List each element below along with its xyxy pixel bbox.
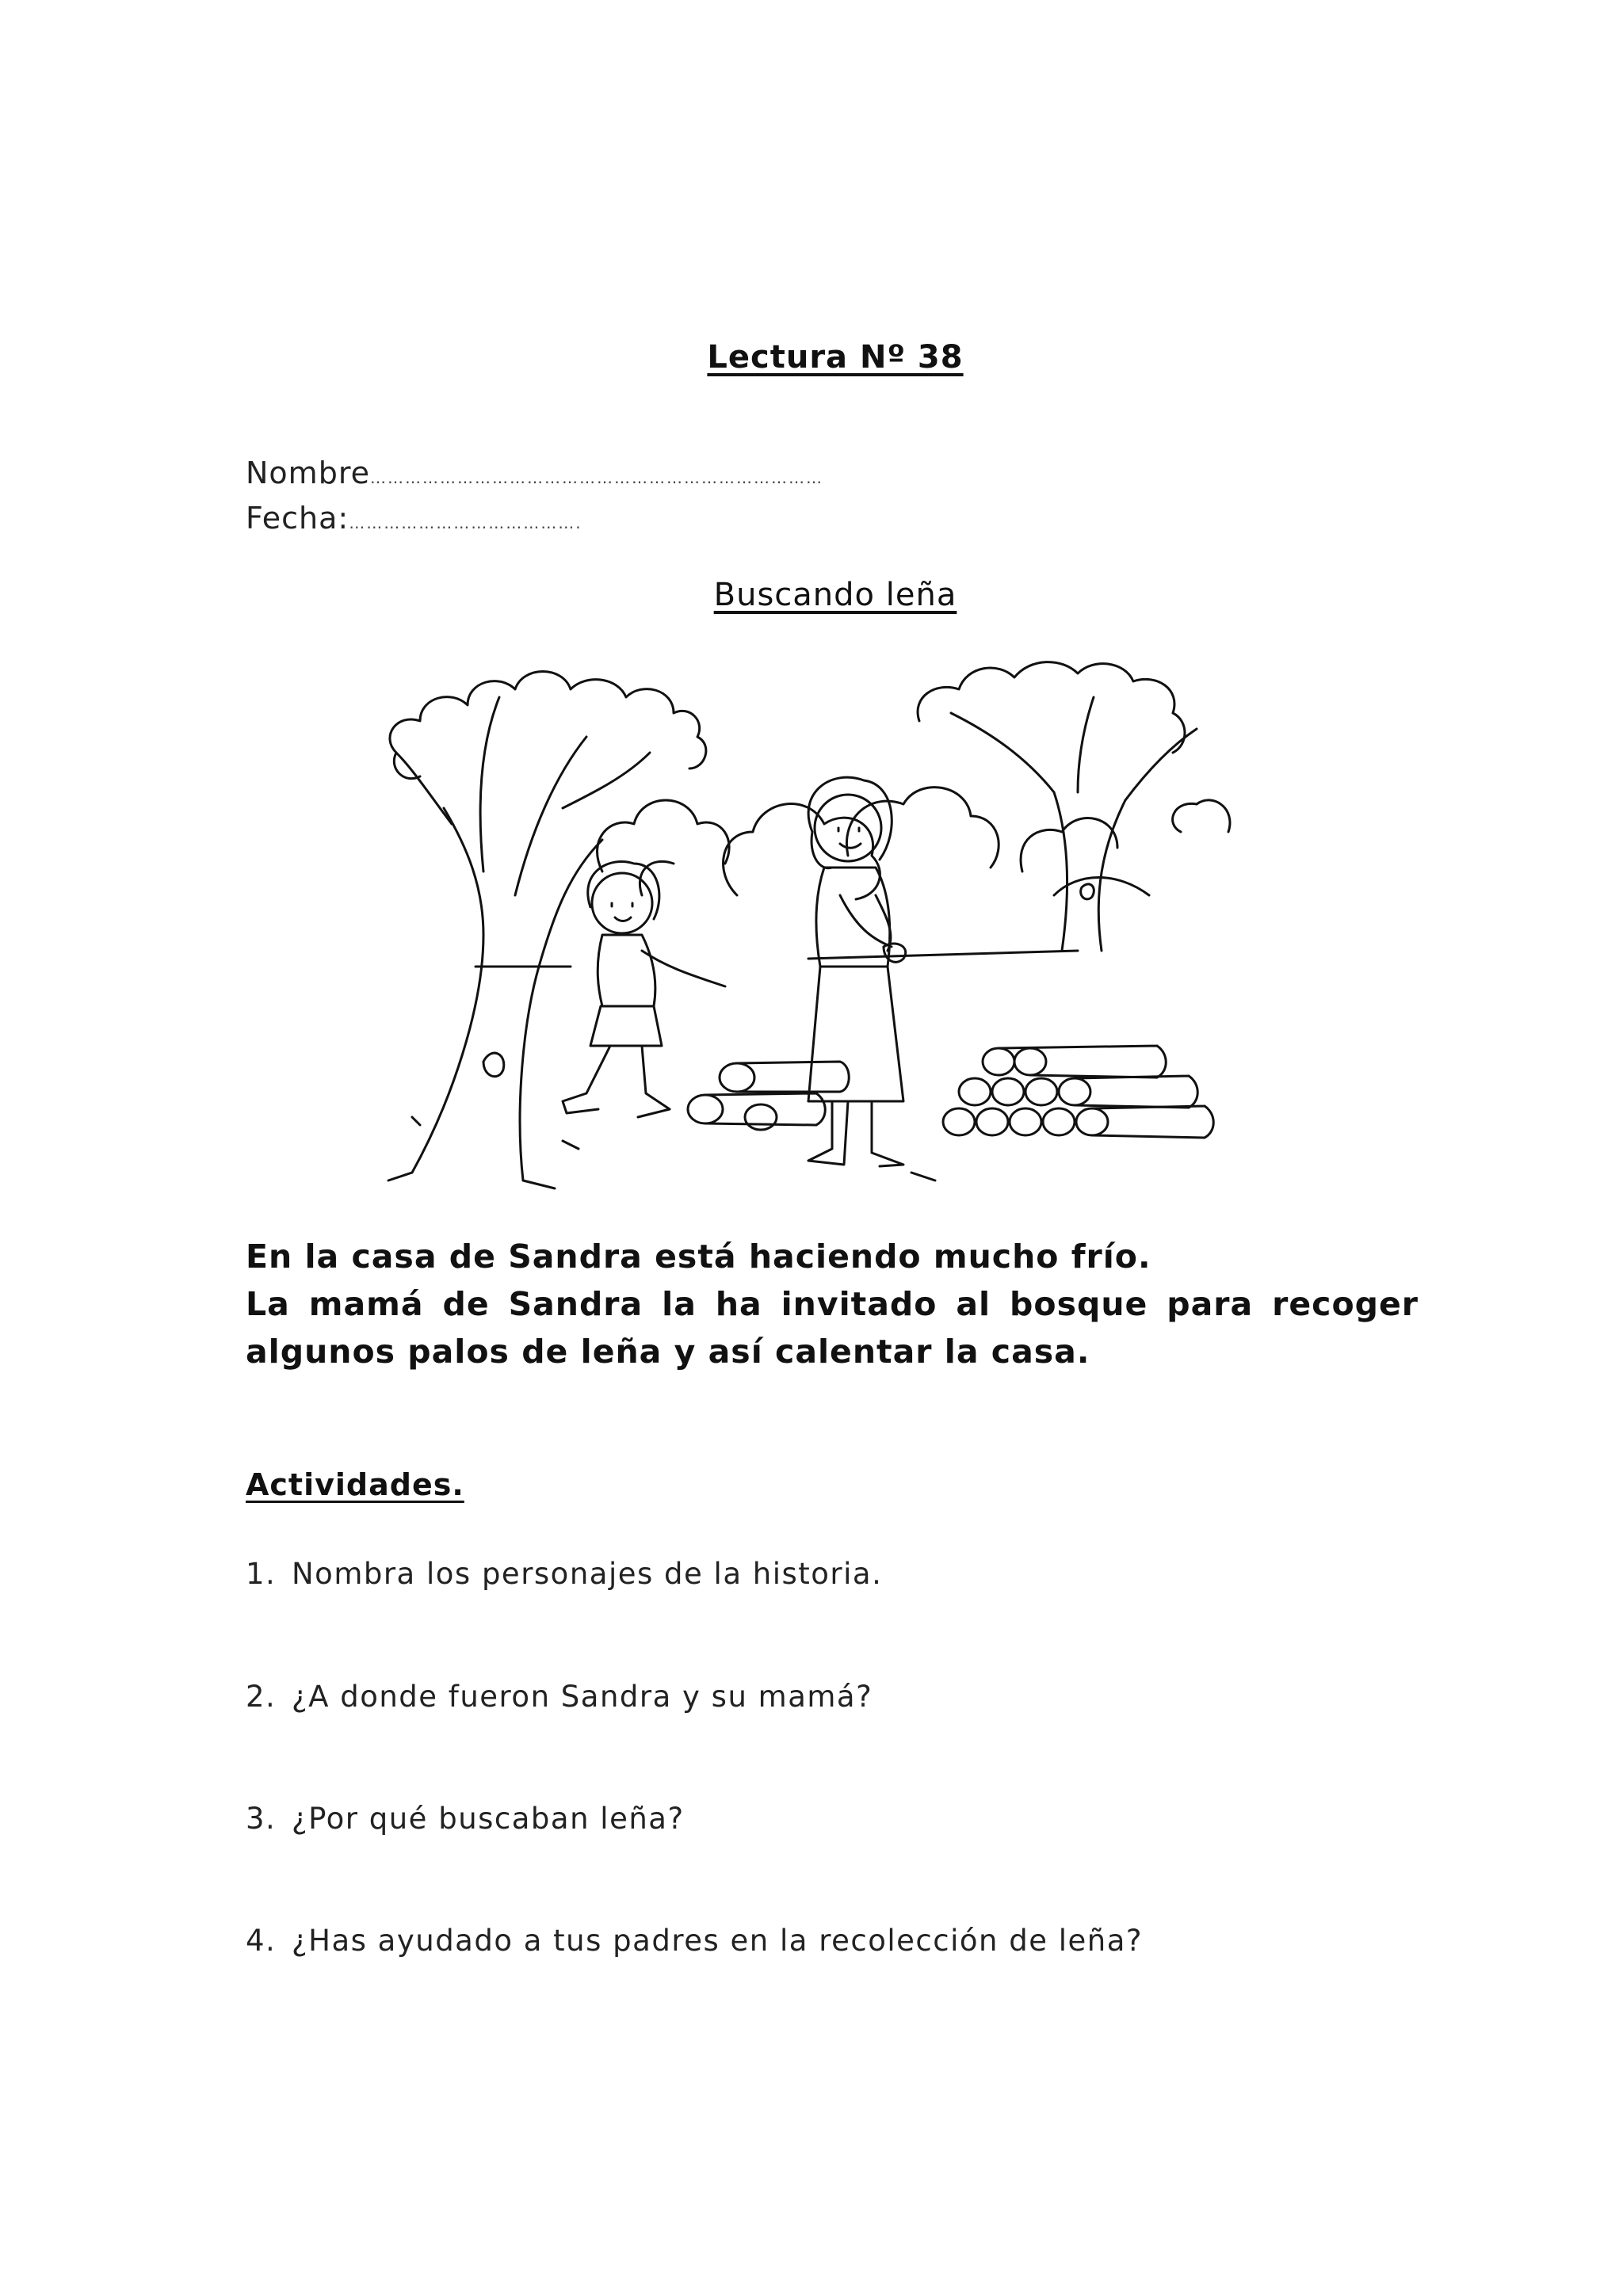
left-tree-root — [388, 1173, 555, 1188]
story-title: Buscando leña — [713, 577, 957, 613]
left-tree-foliage — [390, 672, 706, 779]
girl-face — [612, 903, 632, 921]
mother-arm — [840, 895, 892, 951]
left-tree-trunk — [412, 808, 602, 1180]
forest-illustration — [365, 634, 1276, 1196]
question-item — [246, 1802, 685, 1836]
name-field[interactable] — [246, 456, 823, 490]
girl-skirt — [590, 1006, 662, 1046]
girl-body — [598, 935, 655, 1006]
page-title: Lectura Nº 38 — [707, 339, 964, 376]
question-number: 4. — [246, 1924, 277, 1958]
story-paragraph — [246, 1233, 1419, 1375]
date-label: Fecha: — [246, 501, 349, 536]
question-number: 1. — [246, 1557, 277, 1591]
ground-line — [475, 951, 1078, 967]
left-tree-knot — [483, 1053, 504, 1077]
activities-heading: Actividades. — [246, 1467, 464, 1502]
question-text: ¿Por qué buscaban leña? — [292, 1802, 685, 1836]
girl-head — [592, 873, 652, 933]
date-dots: …………………………………. — [349, 513, 582, 532]
question-number: 3. — [246, 1802, 277, 1836]
left-tree-branch — [396, 697, 650, 895]
question-item — [246, 1924, 1143, 1958]
mother-skirt — [808, 967, 903, 1101]
background-bush — [846, 788, 999, 868]
name-label: Nombre — [246, 456, 370, 490]
right-tree-knot — [1081, 884, 1094, 899]
question-text: ¿A donde fueron Sandra y su mamá? — [292, 1680, 873, 1714]
small-log-pile — [688, 1062, 849, 1130]
story-line: La mamá de Sandra la ha invitado al bosque para recoger — [246, 1285, 1419, 1323]
question-text: ¿Has ayudado a tus padres en la recolección de leña? — [292, 1924, 1144, 1958]
ground-mark — [412, 1117, 935, 1180]
question-number: 2. — [246, 1680, 277, 1714]
right-tree-branch — [951, 697, 1197, 800]
question-text: Nombra los personajes de la historia. — [292, 1557, 883, 1591]
big-log-pile — [943, 1046, 1213, 1138]
background-bush — [724, 804, 880, 899]
story-line: algunos palos de leña y así calentar la casa. — [246, 1333, 1090, 1371]
question-item — [246, 1680, 873, 1714]
right-tree-small — [1173, 800, 1230, 832]
girl-legs — [563, 1046, 670, 1117]
story-line: En la casa de Sandra está haciendo mucho frío. — [246, 1238, 1151, 1276]
mother-hands — [884, 944, 906, 962]
date-field[interactable] — [246, 501, 582, 536]
mother-legs — [808, 1101, 903, 1166]
question-item — [246, 1557, 882, 1591]
right-tree-foliage — [918, 662, 1185, 753]
name-dots: …………………………………………………………………… — [369, 468, 823, 487]
right-tree-trunk — [1054, 792, 1125, 951]
